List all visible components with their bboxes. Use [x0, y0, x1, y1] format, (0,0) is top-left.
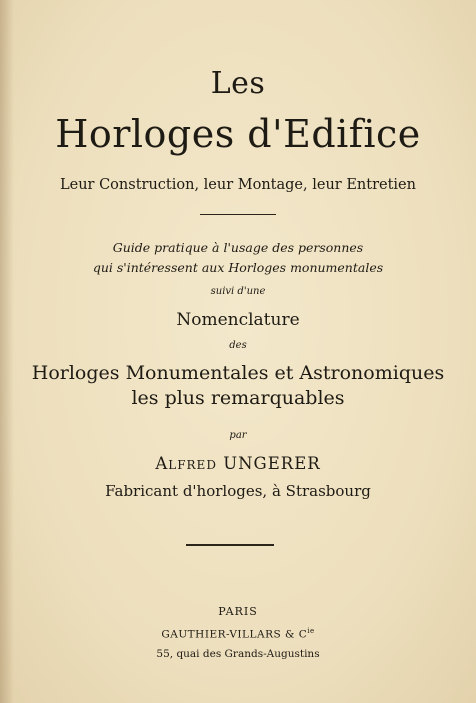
suivi-text: suivi d'une [210, 286, 266, 297]
publisher-address: 55, quai des Grands-Augustins [156, 648, 320, 660]
title-article: Les [210, 66, 266, 101]
horloges-line-1: Horloges Monumentales et Astronomiques [31, 362, 445, 384]
ornamental-rule-top [200, 214, 276, 215]
guide-line-2: qui s'intéressent aux Horloges monumentales [92, 260, 384, 275]
par-text: par [229, 430, 247, 441]
author-last-name: UNGERER [223, 454, 321, 473]
guide-line-1: Guide pratique à l'usage des personnes [112, 240, 364, 255]
author-role: Fabricant d'horloges, à Strasbourg [105, 482, 371, 500]
main-title: Horloges d'Edifice [55, 112, 421, 156]
publisher-city: PARIS [218, 605, 258, 618]
ornamental-rule-bottom [186, 544, 274, 546]
nomenclature-heading: Nomenclature [176, 310, 300, 330]
author-first-name: Alfred [155, 454, 217, 473]
publisher-name [0, 627, 476, 641]
author-name [0, 454, 476, 473]
horloges-line-2: les plus remarquables [131, 387, 345, 409]
publisher-name-text: GAUTHIER-VILLARS & C [161, 628, 308, 641]
subtitle: Leur Construction, leur Montage, leur Entretien [60, 177, 416, 193]
des-text: des [229, 340, 247, 351]
publisher-name-sup: ie [307, 627, 315, 635]
